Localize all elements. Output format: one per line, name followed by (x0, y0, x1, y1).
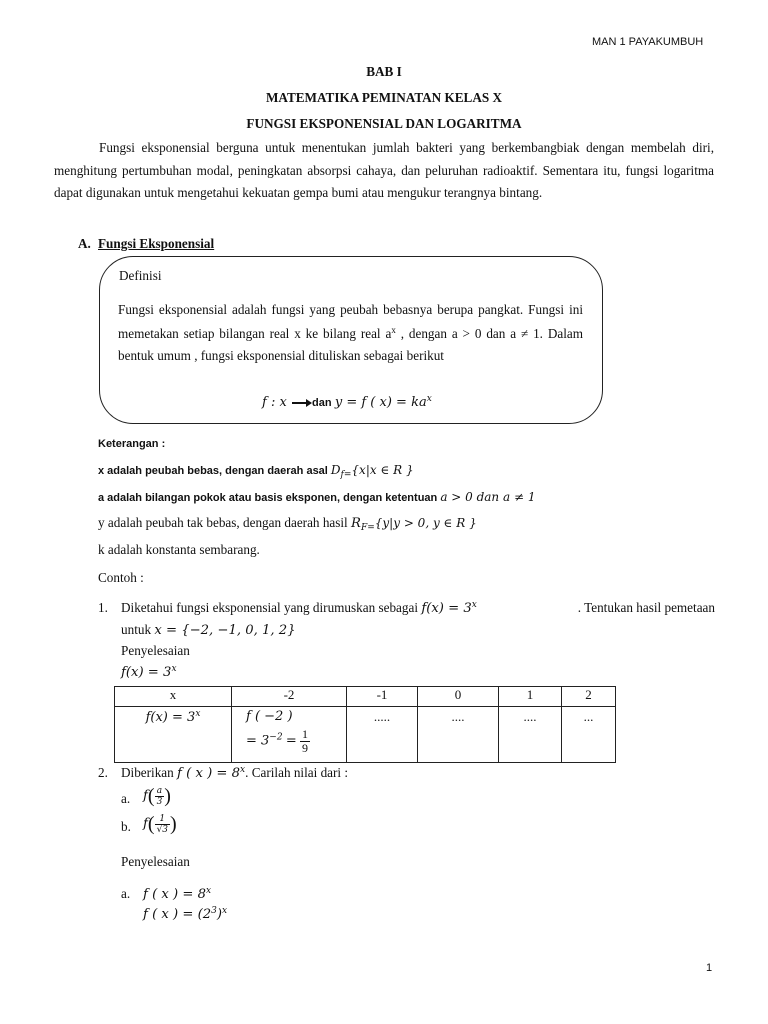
table-cell-dots: ..... (347, 707, 418, 763)
definition-sup: x (391, 325, 396, 336)
definition-formula (262, 394, 432, 410)
table-cell-b-text: = 3 (246, 733, 270, 749)
keterangan-line-2-math: a > 0 dan a ≠ 1 (440, 490, 536, 504)
sol-a-line-1-text: f ( x ) = 8 (143, 887, 207, 902)
keterangan-line-1-text: x adalah peubah bebas, dengan daerah asal (98, 465, 331, 477)
table-cell-dots: ... (562, 707, 616, 763)
formula-left: f : x (262, 395, 287, 410)
keterangan-line-3-text: y adalah peubah tak bebas, dengan daerah hasil (98, 515, 352, 530)
keterangan-line-1-set: {x|x ∈ R } (351, 463, 414, 477)
subject-title: MATEMATIKA PEMINATAN KELAS X (265, 90, 503, 105)
table-cell-minus-2 (232, 707, 347, 763)
example-1-solution-func (121, 664, 177, 680)
mapping-table (114, 686, 616, 763)
definition-text-2: , dengan a > 0 dan a ≠ 1. Dalam bentuk umum , fungsi eksponensial dituliskan sebagai berikut (118, 326, 583, 363)
keterangan-line-1-sub: f= (340, 470, 352, 480)
example-2-text-a: Diberikan (121, 765, 178, 780)
example-1-text-a: Diketahui fungsi eksponensial yang dirumuskan sebagai (121, 600, 422, 615)
chapter-title: BAB I (366, 64, 402, 79)
example-2-text (121, 765, 348, 781)
fraction-denominator: √3 (156, 825, 169, 835)
table-cell-b-sup: −2 (269, 732, 283, 743)
example-2-number: 2. (98, 765, 108, 780)
example-2-item-b-frac (155, 814, 170, 835)
table-row-label (115, 707, 232, 763)
sol-a-line-2-sup: 3 (211, 906, 217, 916)
definition-text-1: Fungsi eksponensial adalah fungsi yang peubah bebasnya berupa pangkat. Fungsi ini memetakan setiap bilangan real x ke bilang real a (118, 302, 583, 342)
example-2-item-a-frac (155, 786, 165, 807)
section-a-title: Fungsi Eksponensial (98, 236, 215, 251)
table-header-cell: x (115, 687, 232, 707)
example-1-number: 1. (98, 600, 108, 615)
fraction-numerator: 1 (301, 727, 308, 741)
keterangan-line-3 (98, 515, 477, 533)
keterangan-heading: Keterangan : (98, 438, 166, 450)
paren-close: ) (170, 813, 177, 835)
page-number: 1 (706, 962, 713, 974)
contoh-label: Contoh : (98, 570, 144, 585)
example-2-item-a-f: f (143, 788, 148, 804)
fraction-numerator: 1 (155, 814, 170, 825)
formula-sup: x (426, 394, 432, 404)
example-2-func-sup: x (240, 765, 246, 775)
topic-title: FUNGSI EKSPONENSIAL DAN LOGARITMA (246, 116, 522, 131)
example-1-func-sup: x (471, 600, 477, 610)
paren-open: ( (147, 785, 155, 807)
intro-text: Fungsi eksponensial berguna untuk menentukan jumlah bakteri yang berkembangbiak dengan membelah diri, menghitung pertumbuhan modal, peningkatan absorpsi cahaya, dan peluruhan radioaktif. Sementara itu, fungsi logaritma dapat digunakan untuk mengetahui kekuatan gempa bumi atau mengukur terangnya bintang. (54, 140, 714, 200)
example-1-func: f(x) = 3 (421, 601, 472, 616)
keterangan-line-4: k adalah konstanta sembarang. (98, 542, 260, 557)
example-2-func: f ( x ) = 8 (177, 766, 241, 781)
fraction-numerator: a (155, 786, 165, 797)
keterangan-line-3-math: R (351, 516, 361, 531)
example-1-line-2-text: untuk (121, 622, 155, 637)
definition-text (118, 299, 583, 366)
definition-heading: Definisi (119, 268, 162, 283)
example-1-solution-label: Penyelesaian (121, 643, 190, 658)
fraction-denominator: 3 (156, 797, 163, 807)
example-2-sol-a-label: a. (121, 886, 131, 901)
keterangan-line-2 (98, 490, 535, 504)
table-cell-fraction (300, 728, 310, 755)
table-row-label-text: f(x) = 3 (145, 710, 196, 725)
table-row (115, 707, 616, 763)
paren-open: ( (147, 813, 155, 835)
sol-a-line-2-sup-2: x (222, 906, 228, 916)
table-row-label-sup: x (195, 709, 201, 719)
table-header-cell: 0 (418, 687, 499, 707)
example-2-item-a-label: a. (121, 791, 131, 806)
table-cell-b (246, 728, 346, 755)
example-1-text-start (121, 600, 477, 616)
section-a-marker: A. (78, 236, 91, 251)
example-2-item-b-f: f (143, 816, 148, 832)
example-1-solution-func-sup: x (171, 664, 177, 674)
sol-a-line-1-sup: x (206, 886, 212, 896)
keterangan-line-2-text: a adalah bilangan pokok atau basis eksponen, dengan ketentuan (98, 492, 441, 504)
keterangan-line-1-math: D (330, 463, 341, 477)
table-header-cell: -1 (347, 687, 418, 707)
formula-right: y = f ( x) = ka (334, 395, 427, 410)
table-header-cell: 2 (562, 687, 616, 707)
example-2-sol-a-line-1 (143, 886, 211, 902)
example-2-item-b-label: b. (121, 819, 131, 834)
arrow-icon (292, 402, 310, 403)
table-cell-dots: .... (499, 707, 562, 763)
table-cell-b-eq: = (285, 733, 297, 749)
table-cell-dots: .... (418, 707, 499, 763)
formula-dan: dan (312, 397, 332, 409)
example-2-sol-a-line-2 (143, 906, 227, 922)
example-1-domain: x = {−2, −1, 0, 1, 2} (154, 623, 296, 638)
table-header-row (115, 687, 616, 707)
example-1-solution-func-text: f(x) = 3 (121, 665, 172, 680)
example-1-text (121, 600, 715, 616)
table-header-cell: 1 (499, 687, 562, 707)
example-2-item-a (143, 785, 171, 808)
intro-paragraph (54, 137, 714, 205)
example-1-line-2 (121, 622, 296, 638)
table-cell-a: f ( −2 ) (246, 709, 293, 724)
keterangan-line-3-set: {y|y > 0, y ∈ R } (374, 516, 477, 530)
paren-close: ) (164, 785, 171, 807)
table-header-cell: -2 (232, 687, 347, 707)
fraction-denominator: 9 (301, 741, 308, 755)
sol-a-line-2-text: f ( x ) = (2 (143, 907, 212, 922)
example-2-solution-label: Penyelesaian (121, 854, 190, 869)
example-1-text-after: . Tentukan hasil pemetaan (577, 600, 715, 615)
keterangan-line-1 (98, 463, 414, 480)
example-2-text-after: . Carilah nilai dari : (245, 765, 349, 780)
sol-a-line-2-end: ) (216, 907, 223, 922)
school-header: MAN 1 PAYAKUMBUH (592, 36, 704, 48)
example-2-item-b (143, 813, 177, 836)
keterangan-line-3-sub: F= (360, 523, 375, 533)
